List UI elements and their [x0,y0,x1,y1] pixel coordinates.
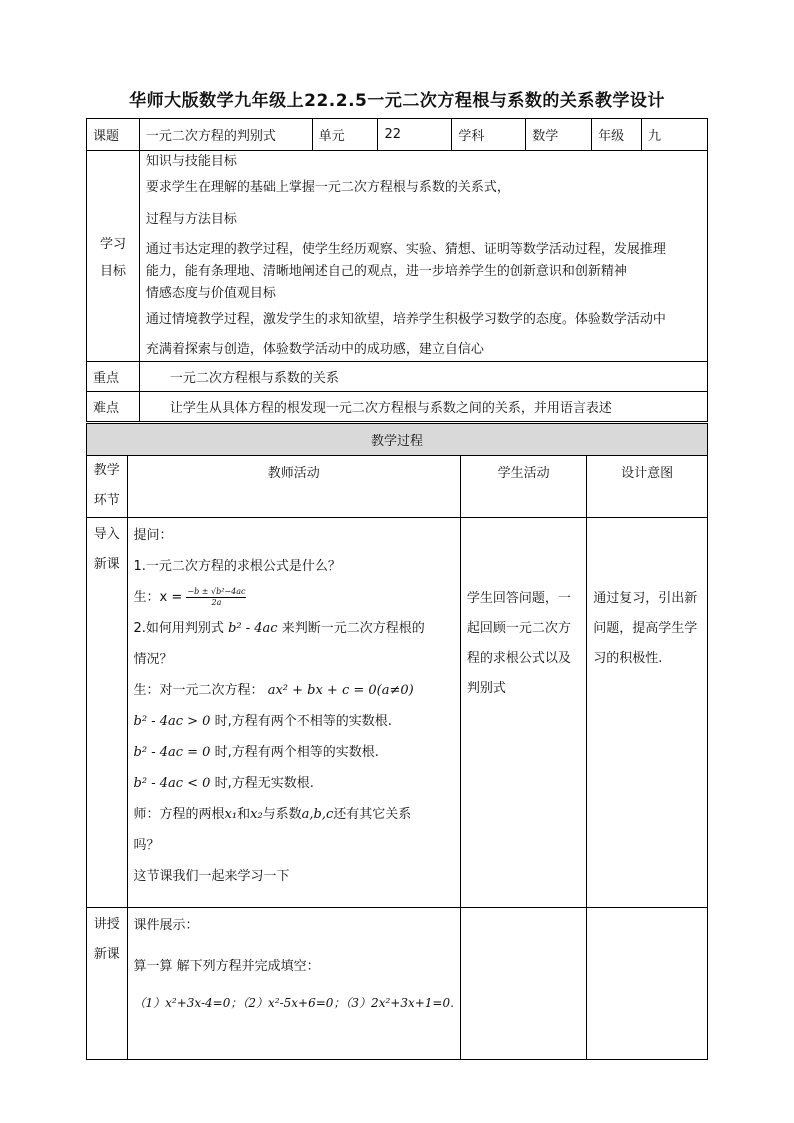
intro-q2 [134,613,454,644]
subject-value: 数学 [526,119,592,151]
col-stage [87,456,128,518]
intro-stage-line: 导入 [93,527,120,542]
a1-prefix: 生：x = [133,590,183,605]
disc-expr: b² - 4ac > 0 [133,714,211,729]
process-title: 过程与方法目标 [145,212,237,227]
emotion-text: 充满着探索与创造，体验数学活动中的成功感，建立自信心 [145,342,484,357]
col-intent: 设计意图 [587,456,708,518]
lecture-intent [587,908,708,1060]
lecture-stage [87,908,128,1060]
lecture-stage-line: 新课 [93,947,120,962]
goals-content [139,151,707,362]
knowledge-title: 知识与技能目标 [145,154,237,169]
formula-numerator: −b ± √b²−4ac [187,587,246,596]
intro-intent [587,518,708,908]
intent-line: 习的积极性. [593,651,663,666]
disc-expr: b² - 4ac < 0 [133,776,211,791]
tq-text: 还有其它关系 [333,807,412,822]
disc-case-negative [134,768,454,799]
intent-line: 问题，提高学生学 [593,621,698,636]
difficulty-label: 难点 [87,392,140,422]
lecture-equations: （1）x²+3x-4=0；（2）x²-5x+6=0；（3）2x²+3x+1=0. [133,996,454,1010]
quadratic-equation: ax² + bx + c = 0(a≠0) [267,683,414,698]
process-text: 通过韦达定理的教学过程，使学生经历观察、实验、猜想、证明等数学活动过程，发展推理 [145,242,666,257]
col-teacher: 教师活动 [127,456,460,518]
tq-text: 师：方程的两根 [133,807,225,822]
key-point-text: 一元二次方程根与系数的关系 [139,362,707,392]
student-line: 学生回答问题，一 [466,591,571,606]
intro-q2-cont: 情况？ [133,652,173,667]
process-header: 教学过程 [87,424,708,456]
intro-ask: 提问： [133,528,173,543]
coefficients: a,b,c [301,807,334,822]
discriminant: b² - 4ac [228,621,278,636]
student-line: 起回顾一元二次方 [466,621,571,636]
a2-prefix: 生：对一元二次方程： [133,683,264,698]
intro-a2 [134,675,454,706]
goals-label-line: 学习 [99,237,126,252]
teacher-question-cont: 吗？ [133,838,160,853]
grade-label: 年级 [592,119,642,151]
process-table [86,423,708,1060]
intent-line: 通过复习，引出新 [593,591,698,606]
topic-label: 课题 [87,119,140,151]
intro-stage [87,518,128,908]
intro-teacher [127,518,460,908]
grade-value: 九 [642,119,708,151]
col-stage-line: 教学 [93,463,120,478]
root-x1: x₁ [224,807,238,822]
unit-label: 单元 [312,119,378,151]
process-text: 能力，能有条理地、清晰地阐述自己的观点，进一步培养学生的创新意识和创新精神 [145,264,627,279]
emotion-text: 通过情境教学过程，激发学生的求知欲望，培养学生积极学习数学的态度。体验数学活动中 [145,312,666,327]
topic-value: 一元二次方程的判别式 [139,119,312,151]
key-point-label: 重点 [87,362,140,392]
goals-label [87,151,140,362]
disc-expr: b² - 4ac = 0 [133,745,211,760]
unit-value: 22 [378,119,452,151]
lecture-teacher [127,908,460,1060]
tq-text: 与系数 [262,807,302,822]
intro-stage-line: 新课 [93,557,120,572]
teacher-question [134,799,454,830]
emotion-title: 情感态度与价值观目标 [145,286,276,301]
knowledge-text: 要求学生在理解的基础上掌握一元二次方程根与系数的关系式， [145,180,510,195]
q2-text: 2.如何用判别式 [133,621,224,636]
col-stage-line: 环节 [93,493,120,508]
disc-text: 时,方程有两个相等的实数根. [214,745,379,760]
document-title: 华师大版数学九年级上22.2.5一元二次方程根与系数的关系教学设计 [129,91,665,111]
lecture-show: 课件展示： [133,918,199,933]
intro-a1 [134,582,454,613]
col-student: 学生活动 [460,456,586,518]
lecture-stage-line: 讲授 [93,917,120,932]
student-line: 判别式 [466,681,506,696]
disc-text: 时,方程有两个不相等的实数根. [214,714,392,729]
intro-q1: 1.一元二次方程的求根公式是什么？ [133,559,341,574]
disc-case-zero [134,737,454,768]
tq-text: 和 [237,807,251,822]
lecture-student [460,908,586,1060]
disc-case-positive [134,706,454,737]
subject-label: 学科 [452,119,526,151]
difficulty-text: 让学生从具体方程的根发现一元二次方程根与系数之间的关系，并用语言表述 [139,392,707,422]
formula-denominator: 2a [211,598,222,607]
quadratic-formula [186,587,246,608]
intro-student [460,518,586,908]
q2-text: 来判断一元二次方程根的 [281,621,425,636]
student-line: 程的求根公式以及 [466,651,571,666]
lecture-calc: 算一算 解下列方程并完成填空： [133,959,320,974]
goals-label-line: 目标 [99,264,126,279]
info-table [86,118,708,422]
intro-last: 这节课我们一起来学习一下 [133,869,290,884]
root-x2: x₂ [250,807,263,822]
disc-text: 时,方程无实数根. [214,776,314,791]
